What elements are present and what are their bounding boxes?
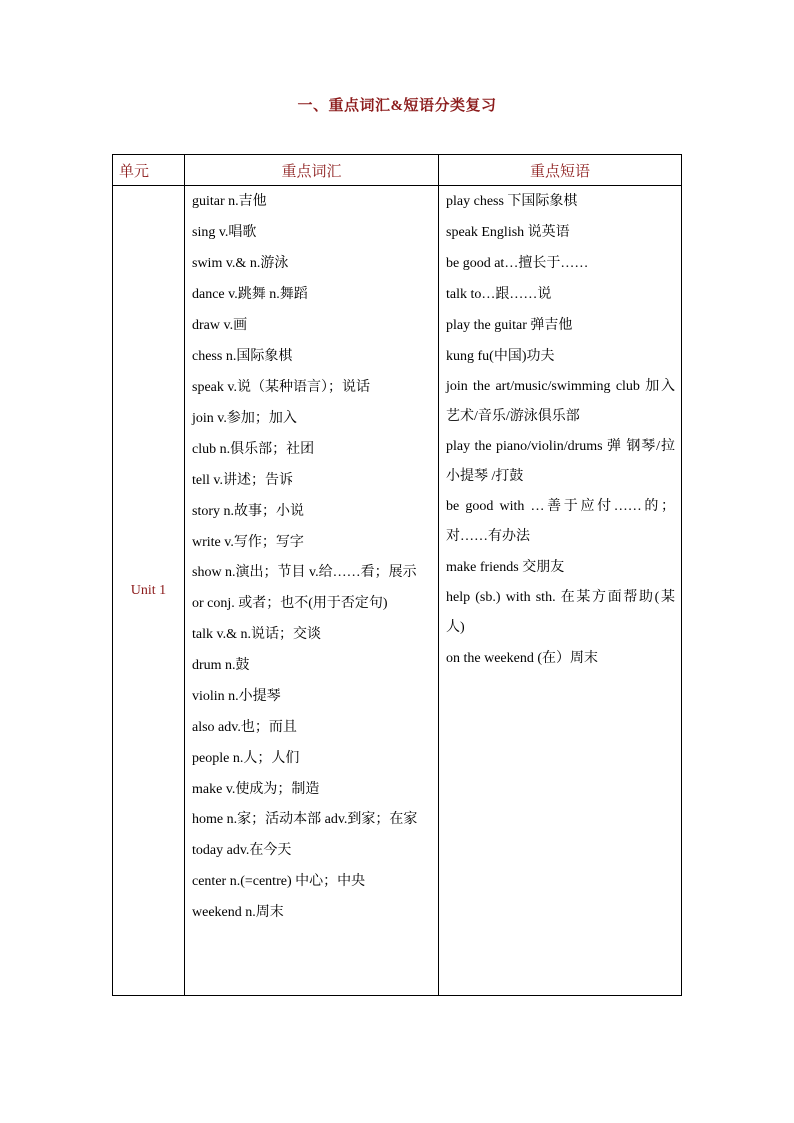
word-item: people n.人；人们 [192, 751, 300, 766]
word-item: home n.家；活动本部 adv.到家；在家 [192, 812, 418, 827]
word-item: or conj. 或者；也不(用于否定句) [192, 596, 388, 611]
header-unit: 单元 [113, 155, 185, 186]
phrase-item: play the guitar 弹吉他 [446, 318, 573, 333]
page-title: 一、重点词汇&短语分类复习 [297, 98, 497, 114]
word-item: show n.演出；节目 v.给……看；展示 [192, 565, 417, 580]
phrase-item: play the piano/violin/drums 弹 钢琴/拉小提琴 /打鼓 [446, 439, 675, 484]
phrase-item: kung fu(中国)功夫 [446, 349, 555, 364]
phrase-item: be good at…擅长于…… [446, 256, 589, 271]
header-key-words: 重点词汇 [185, 155, 439, 186]
word-item: drum n.鼓 [192, 658, 250, 673]
word-item: dance v.跳舞 n.舞蹈 [192, 287, 308, 302]
word-item: violin n.小提琴 [192, 689, 281, 704]
word-item: join v.参加；加入 [192, 411, 297, 426]
words-list [185, 186, 438, 928]
table-row [113, 186, 682, 996]
phrase-item: play chess 下国际象棋 [446, 194, 578, 209]
word-item: club n.俱乐部；社团 [192, 442, 315, 457]
word-item: also adv.也；而且 [192, 720, 297, 735]
phrase-item: on the weekend (在）周末 [446, 651, 599, 666]
phrase-item: speak English 说英语 [446, 225, 570, 240]
phrase-item: be good with …善于应付……的；对……有办法 [446, 499, 675, 544]
word-item: talk v.& n.说话；交谈 [192, 627, 321, 642]
word-item: chess n.国际象棋 [192, 349, 293, 364]
header-key-phrases: 重点短语 [439, 155, 682, 186]
word-item: write v.写作；写字 [192, 535, 304, 550]
word-item: draw v.画 [192, 318, 248, 333]
words-cell [185, 186, 439, 996]
word-item: make v.使成为；制造 [192, 782, 320, 797]
table-header-row [113, 155, 682, 186]
word-item: today adv.在今天 [192, 843, 292, 858]
word-item: speak v.说（某种语言）；说话 [192, 380, 370, 395]
phrase-item: talk to…跟……说 [446, 287, 552, 302]
phrase-item: make friends 交朋友 [446, 560, 565, 575]
word-item: swim v.& n.游泳 [192, 256, 289, 271]
vocab-table [112, 154, 682, 996]
phrases-list [439, 186, 681, 674]
word-item: guitar n.吉他 [192, 194, 267, 209]
phrases-cell [439, 186, 682, 996]
word-item: tell v.讲述；告诉 [192, 473, 293, 488]
word-item: story n.故事；小说 [192, 504, 304, 519]
word-item: center n.(=centre) 中心；中央 [192, 874, 366, 889]
phrase-item: join the art/music/swimming club 加入艺术/音乐/游泳俱乐部 [446, 379, 675, 424]
unit-cell: Unit 1 [113, 186, 185, 996]
phrase-item: help (sb.) with sth. 在某方面帮助(某人) [446, 590, 675, 635]
word-item: sing v.唱歌 [192, 225, 257, 240]
word-item: weekend n.周末 [192, 905, 284, 920]
